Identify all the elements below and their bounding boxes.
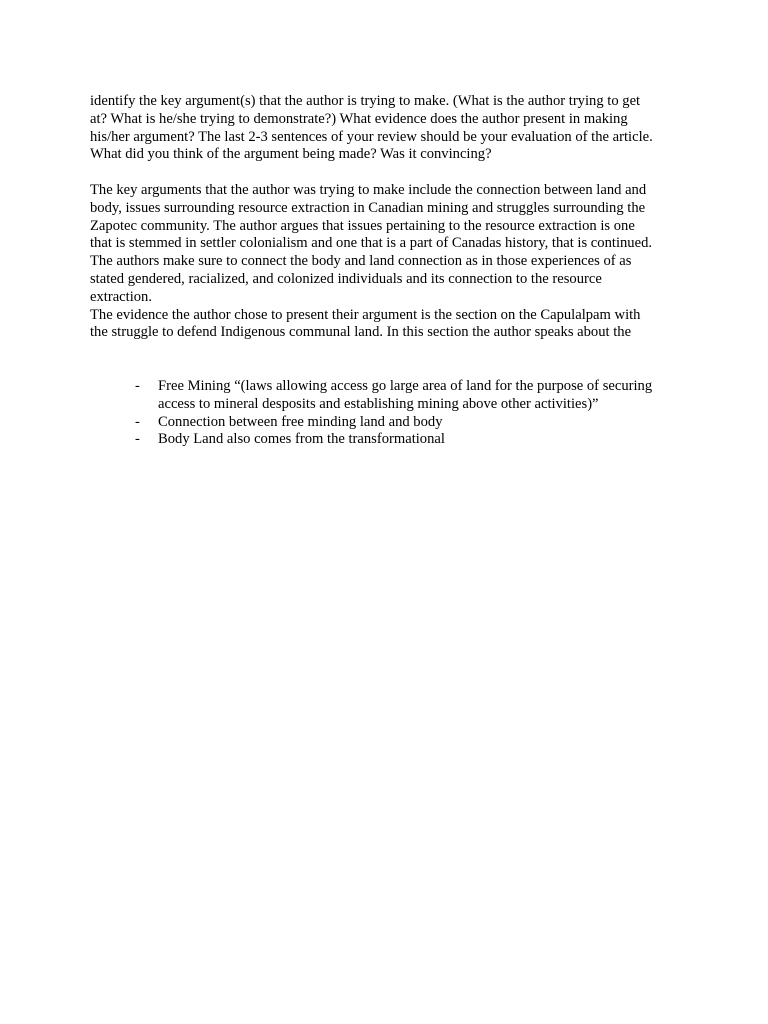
bullet-dash: -: [135, 431, 140, 448]
prompt-line: identify the key argument(s) that the author is trying to make. (What is the author trying to get: [90, 93, 641, 109]
response-body: [90, 182, 690, 342]
list-item-line: Connection between free minding land and body: [158, 413, 443, 430]
response-line: the struggle to defend Indigenous communal land. In this section the author speaks about the: [90, 324, 632, 341]
bullet-dash: -: [135, 378, 140, 394]
prompt-line: What did you think of the argument being made? Was it convincing?: [90, 146, 492, 163]
prompt-paragraph: [90, 93, 690, 164]
response-line: stated gendered, racialized, and colonized individuals and its connection to the resource: [90, 270, 602, 287]
list-item: [90, 414, 690, 432]
list-item: [90, 431, 690, 449]
list-item: [90, 378, 690, 414]
list-item-line: Body Land also comes from the transformational: [158, 431, 445, 448]
assignment-prompt: [90, 93, 690, 164]
response-line: body, issues surrounding resource extraction in Canadian mining and struggles surrounding the: [90, 199, 646, 216]
response-line: Zapotec community. The author argues that issues pertaining to the resource extraction is one: [90, 217, 635, 234]
list-item-line: access to mineral desposits and establishing mining above other activities)”: [158, 395, 599, 412]
response-line: The key arguments that the author was trying to make include the connection between land and: [90, 182, 647, 198]
response-line: The evidence the author chose to present their argument is the section on the Capulalpam with: [90, 306, 641, 323]
prompt-line: his/her argument? The last 2-3 sentences of your review should be your evaluation of the article.: [90, 128, 653, 145]
prompt-line: at? What is he/she trying to demonstrate?) What evidence does the author present in making: [90, 110, 628, 127]
response-line: that is stemmed in settler colonialism and one that is a part of Canadas history, that is continued.: [90, 235, 653, 252]
response-line: The authors make sure to connect the body and land connection as in those experiences of as: [90, 253, 632, 270]
response-paragraph: [90, 182, 690, 342]
response-line: extraction.: [90, 288, 152, 305]
bullet-dash: -: [135, 413, 140, 430]
list-item-line: Free Mining “(laws allowing access go large area of land for the purpose of securing: [158, 378, 653, 394]
bullet-list: [90, 378, 690, 449]
